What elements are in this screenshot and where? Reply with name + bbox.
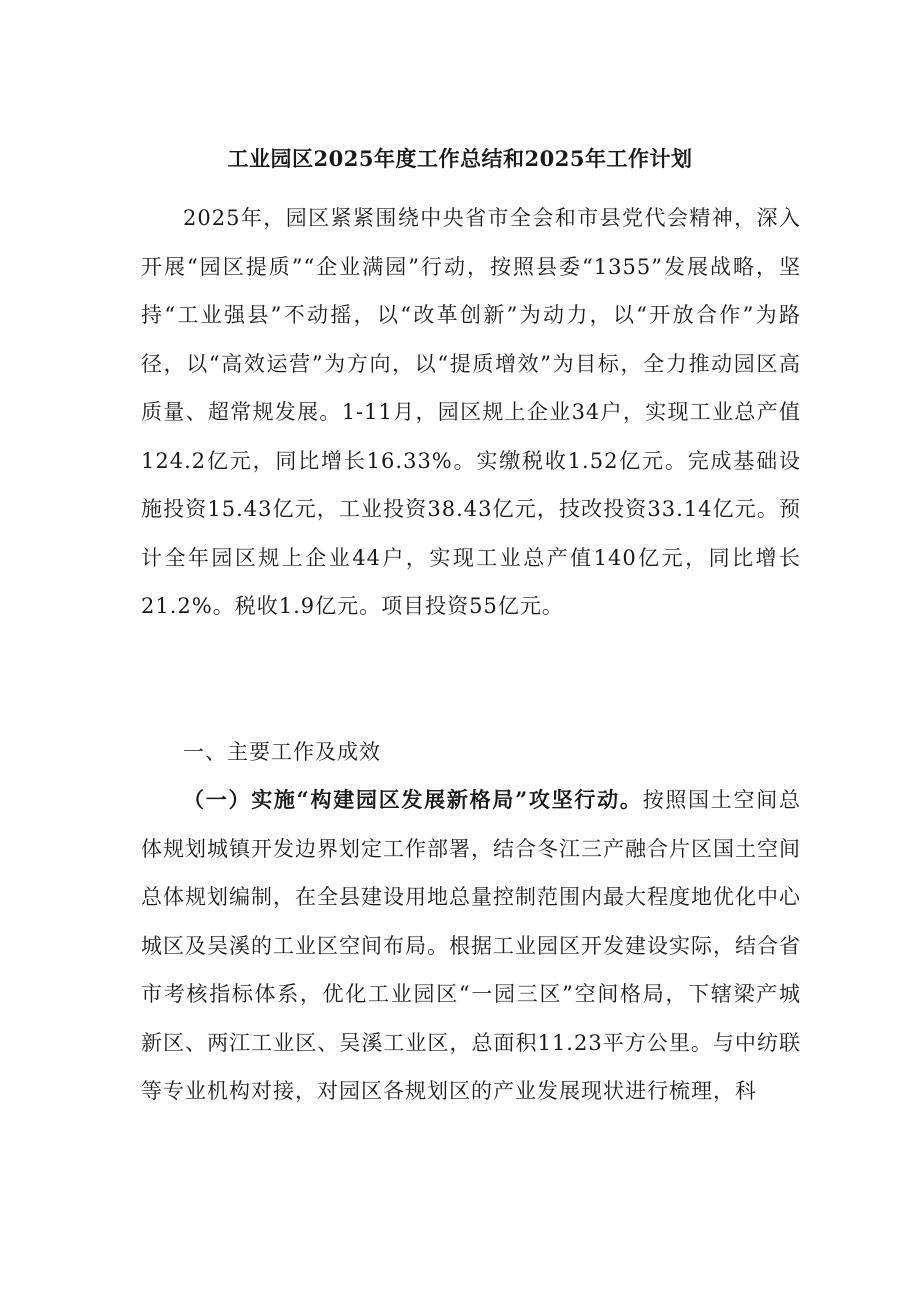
section-1-body: 按照国土空间总体规划城镇开发边界划定工作部署，结合冬江三产融合片区国土空间总体规划编制，在全县建设用地总量控制范围内最大程度地优化中心城区及吴溪的工业区空间布局。根据工业园区开发建设实际，结合省市考核指标体系，优化工业园区“一园三区”空间格局，下辖梁产城新区、两江工业区、吴溪工业区，总面积11.23平方公里。与中纺联等专业机构对接，对园区各规划区的产业发展现状进行梳理，科 [141, 788, 801, 1103]
section-1-lead: （一）实施“构建园区发展新格局”攻坚行动。 [183, 787, 643, 812]
intro-paragraph: 2025年，园区紧紧围绕中央省市全会和市县党代会精神，深入开展“园区提质”“企业满园”行动，按照县委“1355”发展战略，坚持“工业强县”不动摇，以“改革创新”为动力，以“开放合作”为路径，以“高效运营”为方向，以“提质增效”为目标，全力推动园区高质量、超常规发展。1-11月，园区规上企业34户，实现工业总产值124.2亿元，同比增长16.33%。实缴税收1.52亿元。完成基础设施投资15.43亿元，工业投资38.43亿元，技改投资33.14亿元。预计全年园区规上企业44户，实现工业总产值140亿元，同比增长21.2%。税收1.9亿元。项目投资55亿元。 [141, 206, 801, 618]
section-heading-1: 一、主要工作及成效 [183, 740, 381, 764]
section-1-paragraph [141, 776, 801, 1116]
document-title: 工业园区2025年度工作总结和2025年工作计划 [227, 146, 693, 171]
